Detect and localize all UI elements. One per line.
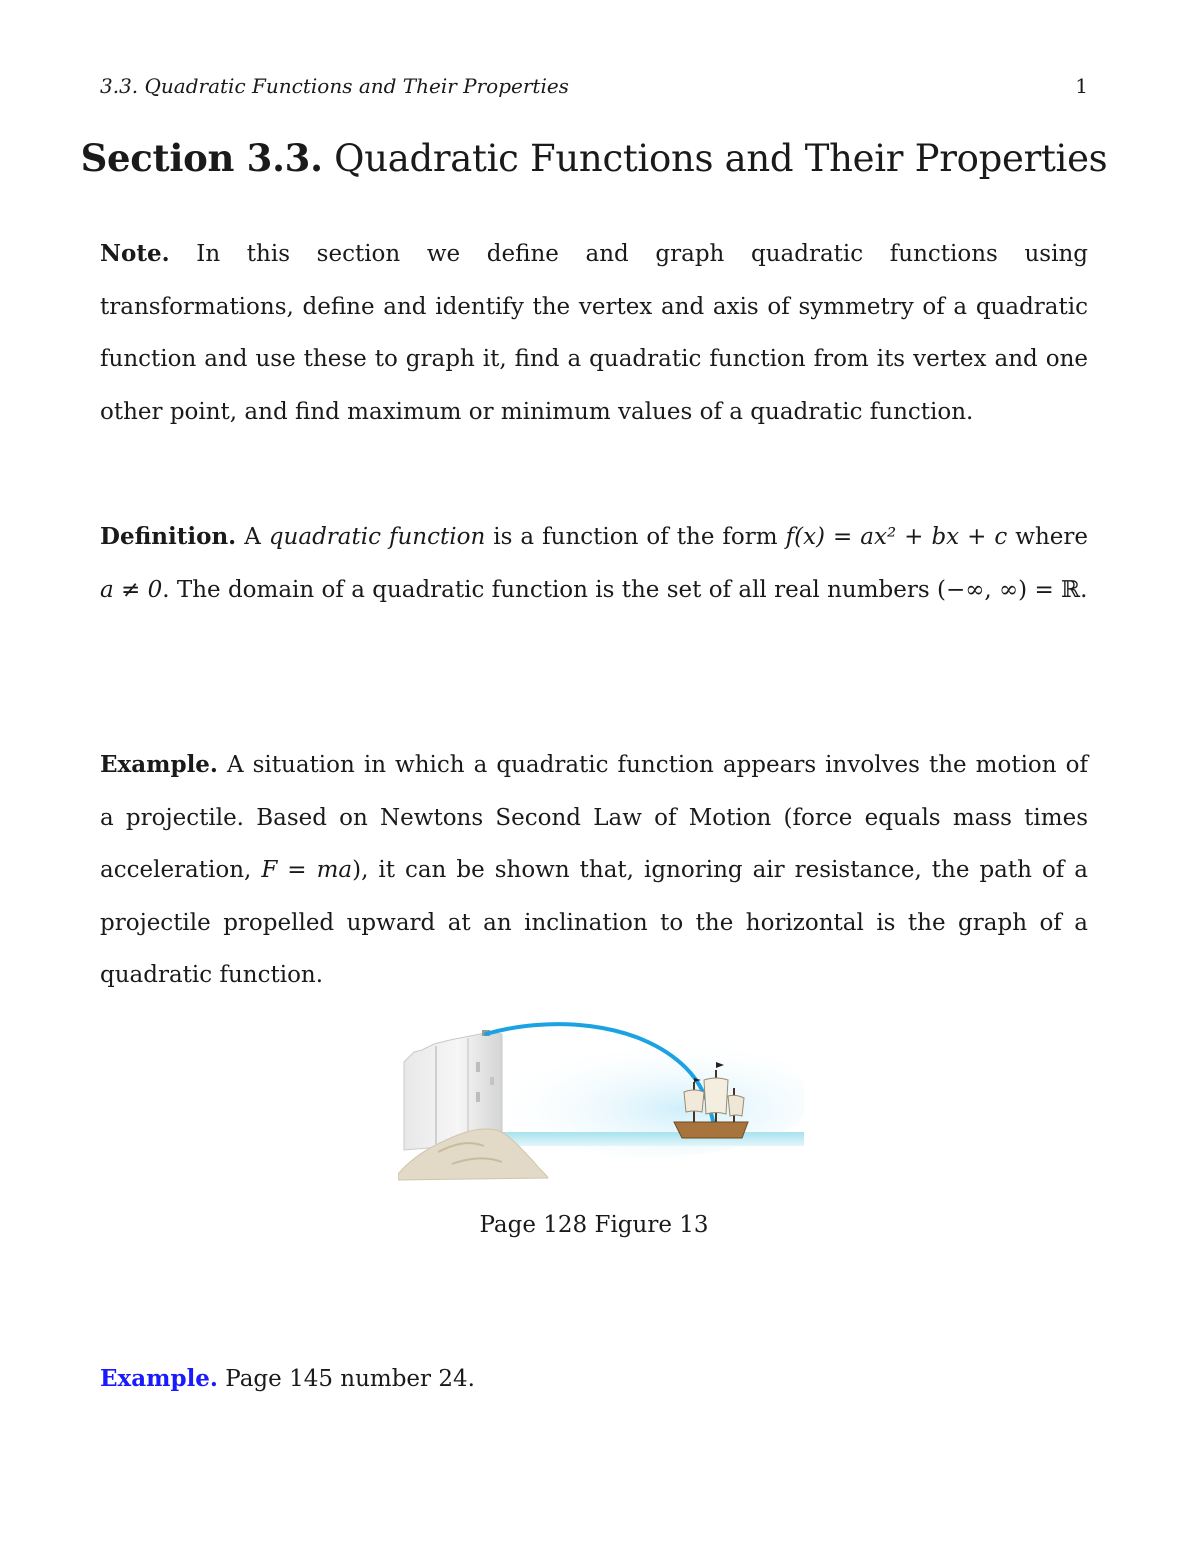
note-label: Note.: [100, 240, 170, 267]
projectile-figure: [398, 1022, 804, 1182]
projectile-illustration: [398, 1022, 804, 1182]
domain-interval: (−∞, ∞) = ℝ: [936, 576, 1081, 603]
running-title: 3.3. Quadratic Functions and Their Properties: [100, 74, 569, 98]
example-text-a: A situation in which a quadratic function appears involves the motion of a projectile. Based on Newtons Second Law of Motion (force equals mass times acceleration,: [100, 752, 1088, 883]
newton-formula: F = ma: [261, 857, 353, 883]
figure-caption: Page 128 Figure 13: [479, 1212, 709, 1238]
definition-term: quadratic function: [268, 524, 486, 550]
example-label: Example.: [100, 751, 218, 778]
definition-lead: A: [244, 524, 261, 550]
definition-where: where: [1015, 524, 1089, 550]
example-reference-paragraph: [100, 1353, 1088, 1406]
definition-rest: . The domain of a quadratic function is the set of all real numbers: [162, 576, 930, 603]
example-link[interactable]: Example.: [100, 1365, 218, 1392]
page-number: 1: [1075, 74, 1088, 98]
example-text-b: ), it can be shown that, ignoring air resistance, the path of a projectile propelled upward at an inclination to the horizontal is the graph of a quadratic function.: [100, 857, 1089, 988]
section-title: [0, 136, 1188, 180]
definition-paragraph: [100, 511, 1088, 616]
example-paragraph: [100, 739, 1088, 1002]
definition-label: Definition.: [100, 523, 237, 550]
note-paragraph: [100, 228, 1088, 438]
note-text: In this section we define and graph quadratic functions using transformations, define and identify the vertex and axis of symmetry of a quadratic function and use these to graph it, find a quadratic function from its vertex and one other point, and find maximum or minimum values of a quadratic function.: [100, 241, 1088, 425]
section-number: Section 3.3.: [80, 136, 323, 180]
quadratic-formula: f(x) = ax² + bx + c: [785, 524, 1008, 550]
nonzero-condition: a ≠ 0: [100, 576, 163, 603]
definition-end: .: [1080, 576, 1088, 603]
definition-mid: is a function of the form: [493, 524, 778, 550]
section-title-text: Quadratic Functions and Their Properties: [334, 137, 1108, 180]
example-reference-text: Page 145 number 24.: [225, 1366, 475, 1392]
sea: [502, 1132, 804, 1146]
running-header: [100, 74, 1088, 98]
